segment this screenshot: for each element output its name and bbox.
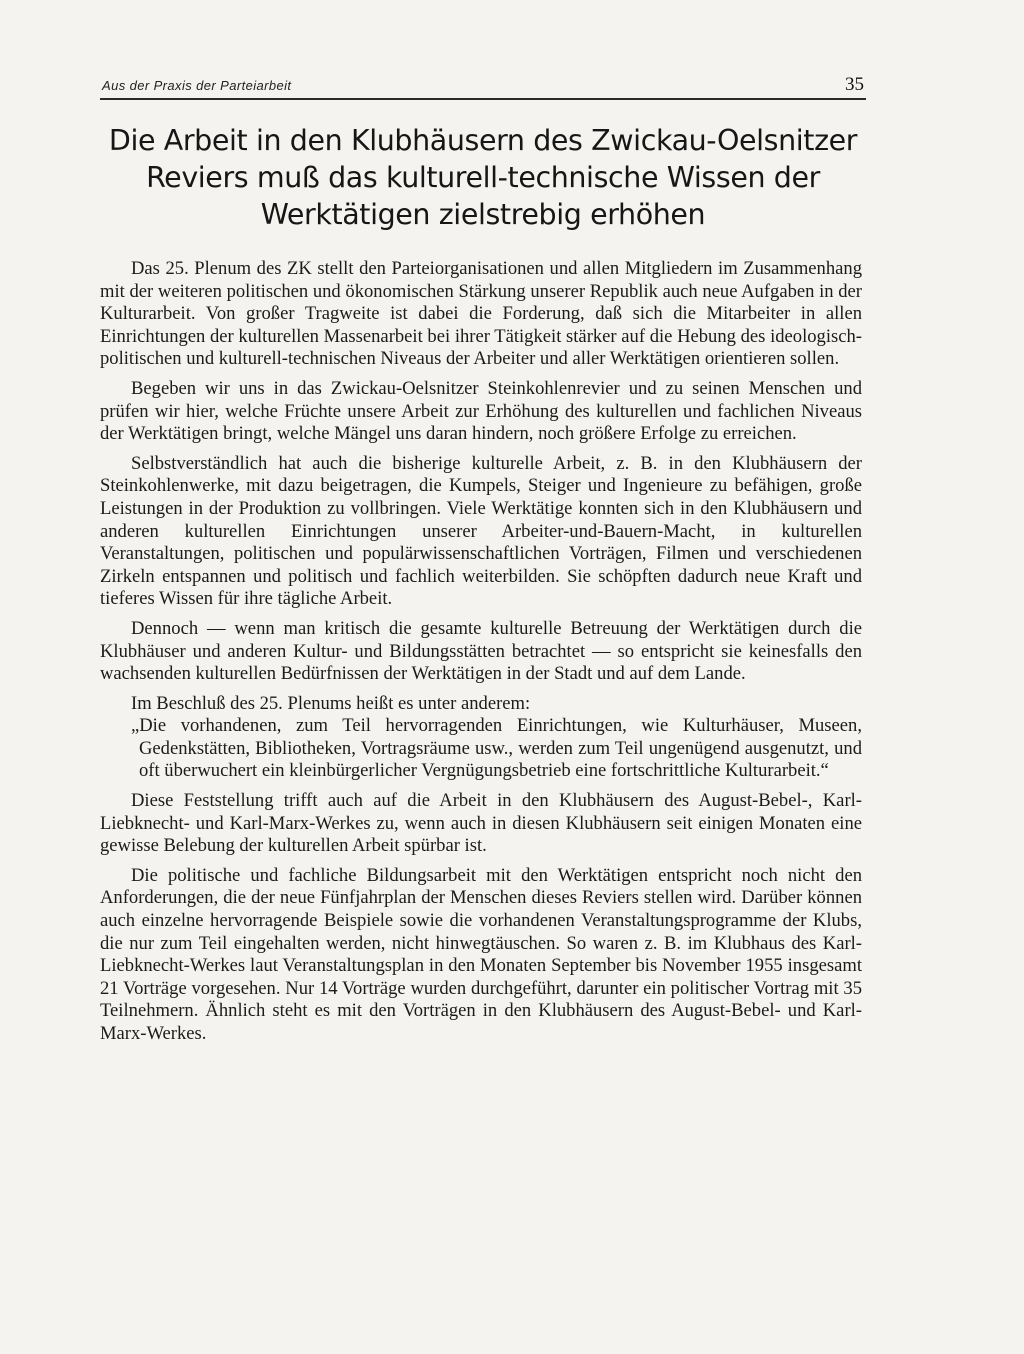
paragraph-5: Im Beschluß des 25. Plenums heißt es unter anderem: — [131, 692, 531, 714]
paragraph-6: Diese Feststellung trifft auch auf die Arbeit in den Klubhäusern des August-Bebel-, Karl-Liebknecht- und Karl-Marx-Werkes zu, wenn auch in diesen Klubhäusern seit einigen Monaten eine gewisse Belebung der kulturellen Arbeit spürbar ist. — [100, 790, 862, 857]
article-title-line-2: Reviers muß das kulturell-technische Wissen der — [146, 161, 820, 194]
paragraph-2: Begeben wir uns in das Zwickau-Oelsnitzer Steinkohlenrevier und zu seinen Menschen und prüfen wir hier, welche Früchte unsere Arbeit zur Erhöhung des kulturellen und fachlichen Niveaus der Werktätigen bringt, welche Mängel uns daran hindern, noch größere Erfolge zu erreichen. — [100, 377, 862, 445]
paragraph-3: Selbstverständlich hat auch die bisherige kulturelle Arbeit, z. B. in den Klubhäusern der Steinkohlenwerke, mit dazu beigetragen, die Kumpels, Steiger und Ingenieure zu befähigen, große Leistungen in der Produktion zu vollbringen. Viele Werktätige konnten sich in den Klubhäusern und anderen kulturellen Einrichtungen unserer Arbeiter-und-Bauern-Macht, in kulturellen Veranstaltungen, politischen und populärwissenschaftlichen Vorträgen, Filmen und verschiedenen Zirkeln entspannen und politisch und fachlich weiterbilden. Sie schöpften dadurch neue Kraft und tieferes Wissen für ihre tägliche Arbeit. — [100, 452, 862, 610]
article-title-line-3: Werktätigen zielstrebig erhöhen — [260, 198, 706, 231]
header-rule — [100, 98, 866, 100]
resolution-quote: „Die vorhandenen, zum Teil hervorragenden Einrichtungen, wie Kulturhäuser, Museen, Gedenkstätten, Bibliotheken, Vortragsräume usw., werden zum Teil ungenügend ausgenutzt, und oft überwuchert ein kleinbürgerlicher Vergnügungsbetrieb eine fortschrittliche Kulturarbeit.“ — [131, 715, 862, 782]
running-title: Aus der Praxis der Parteiarbeit — [102, 78, 292, 93]
article-body — [100, 258, 862, 1053]
article-title — [100, 122, 866, 233]
paragraph-1: Das 25. Plenum des ZK stellt den Parteiorganisationen und allen Mitgliedern im Zusammenhang mit der weiteren politischen und ökonomischen Stärkung unserer Republik auch neue Aufgaben in der Kulturarbeit. Von großer Tragweite ist dabei die Forderung, daß sich die Mitarbeiter in allen Einrichtungen der kulturellen Massenarbeit bei ihrer Tätigkeit stärker auf die Hebung des ideologisch-politischen und kulturell-technischen Niveaus der Arbeiter und aller Werktätigen orientieren sollen. — [100, 258, 862, 370]
running-head — [100, 76, 866, 100]
article-title-line-1: Die Arbeit in den Klubhäusern des Zwickau-Oelsnitzer — [108, 124, 858, 157]
paragraph-4: Dennoch — wenn man kritisch die gesamte kulturelle Betreuung der Werktätigen durch die Klubhäuser und anderen Kultur- und Bildungsstätten betrachtet — so entspricht sie keinesfalls den wachsenden kulturellen Bedürfnissen der Werktätigen in der Stadt und auf dem Lande. — [100, 617, 862, 685]
paragraph-7: Die politische und fachliche Bildungsarbeit mit den Werktätigen entspricht noch nicht den Anforderungen, die der neue Fünfjahrplan der Menschen dieses Reviers stellen wird. Darüber können auch einzelne hervorragende Beispiele sowie die vorhandenen Veranstaltungsprogramme der Klubs, die nur zum Teil eingehalten werden, nicht hinwegtäuschen. So waren z. B. im Klubhaus des Karl-Liebknecht-Werkes laut Veranstaltungsplan in den Monaten September bis November 1955 insgesamt 21 Vorträge vorgesehen. Nur 14 Vorträge wurden durchgeführt, darunter ein politischer Vortrag mit 35 Teilnehmern. Ähnlich steht es mit den Vorträgen in den Klubhäusern des August-Bebel- und Karl-Marx-Werkes. — [100, 864, 862, 1044]
page-number: 35 — [845, 74, 864, 95]
